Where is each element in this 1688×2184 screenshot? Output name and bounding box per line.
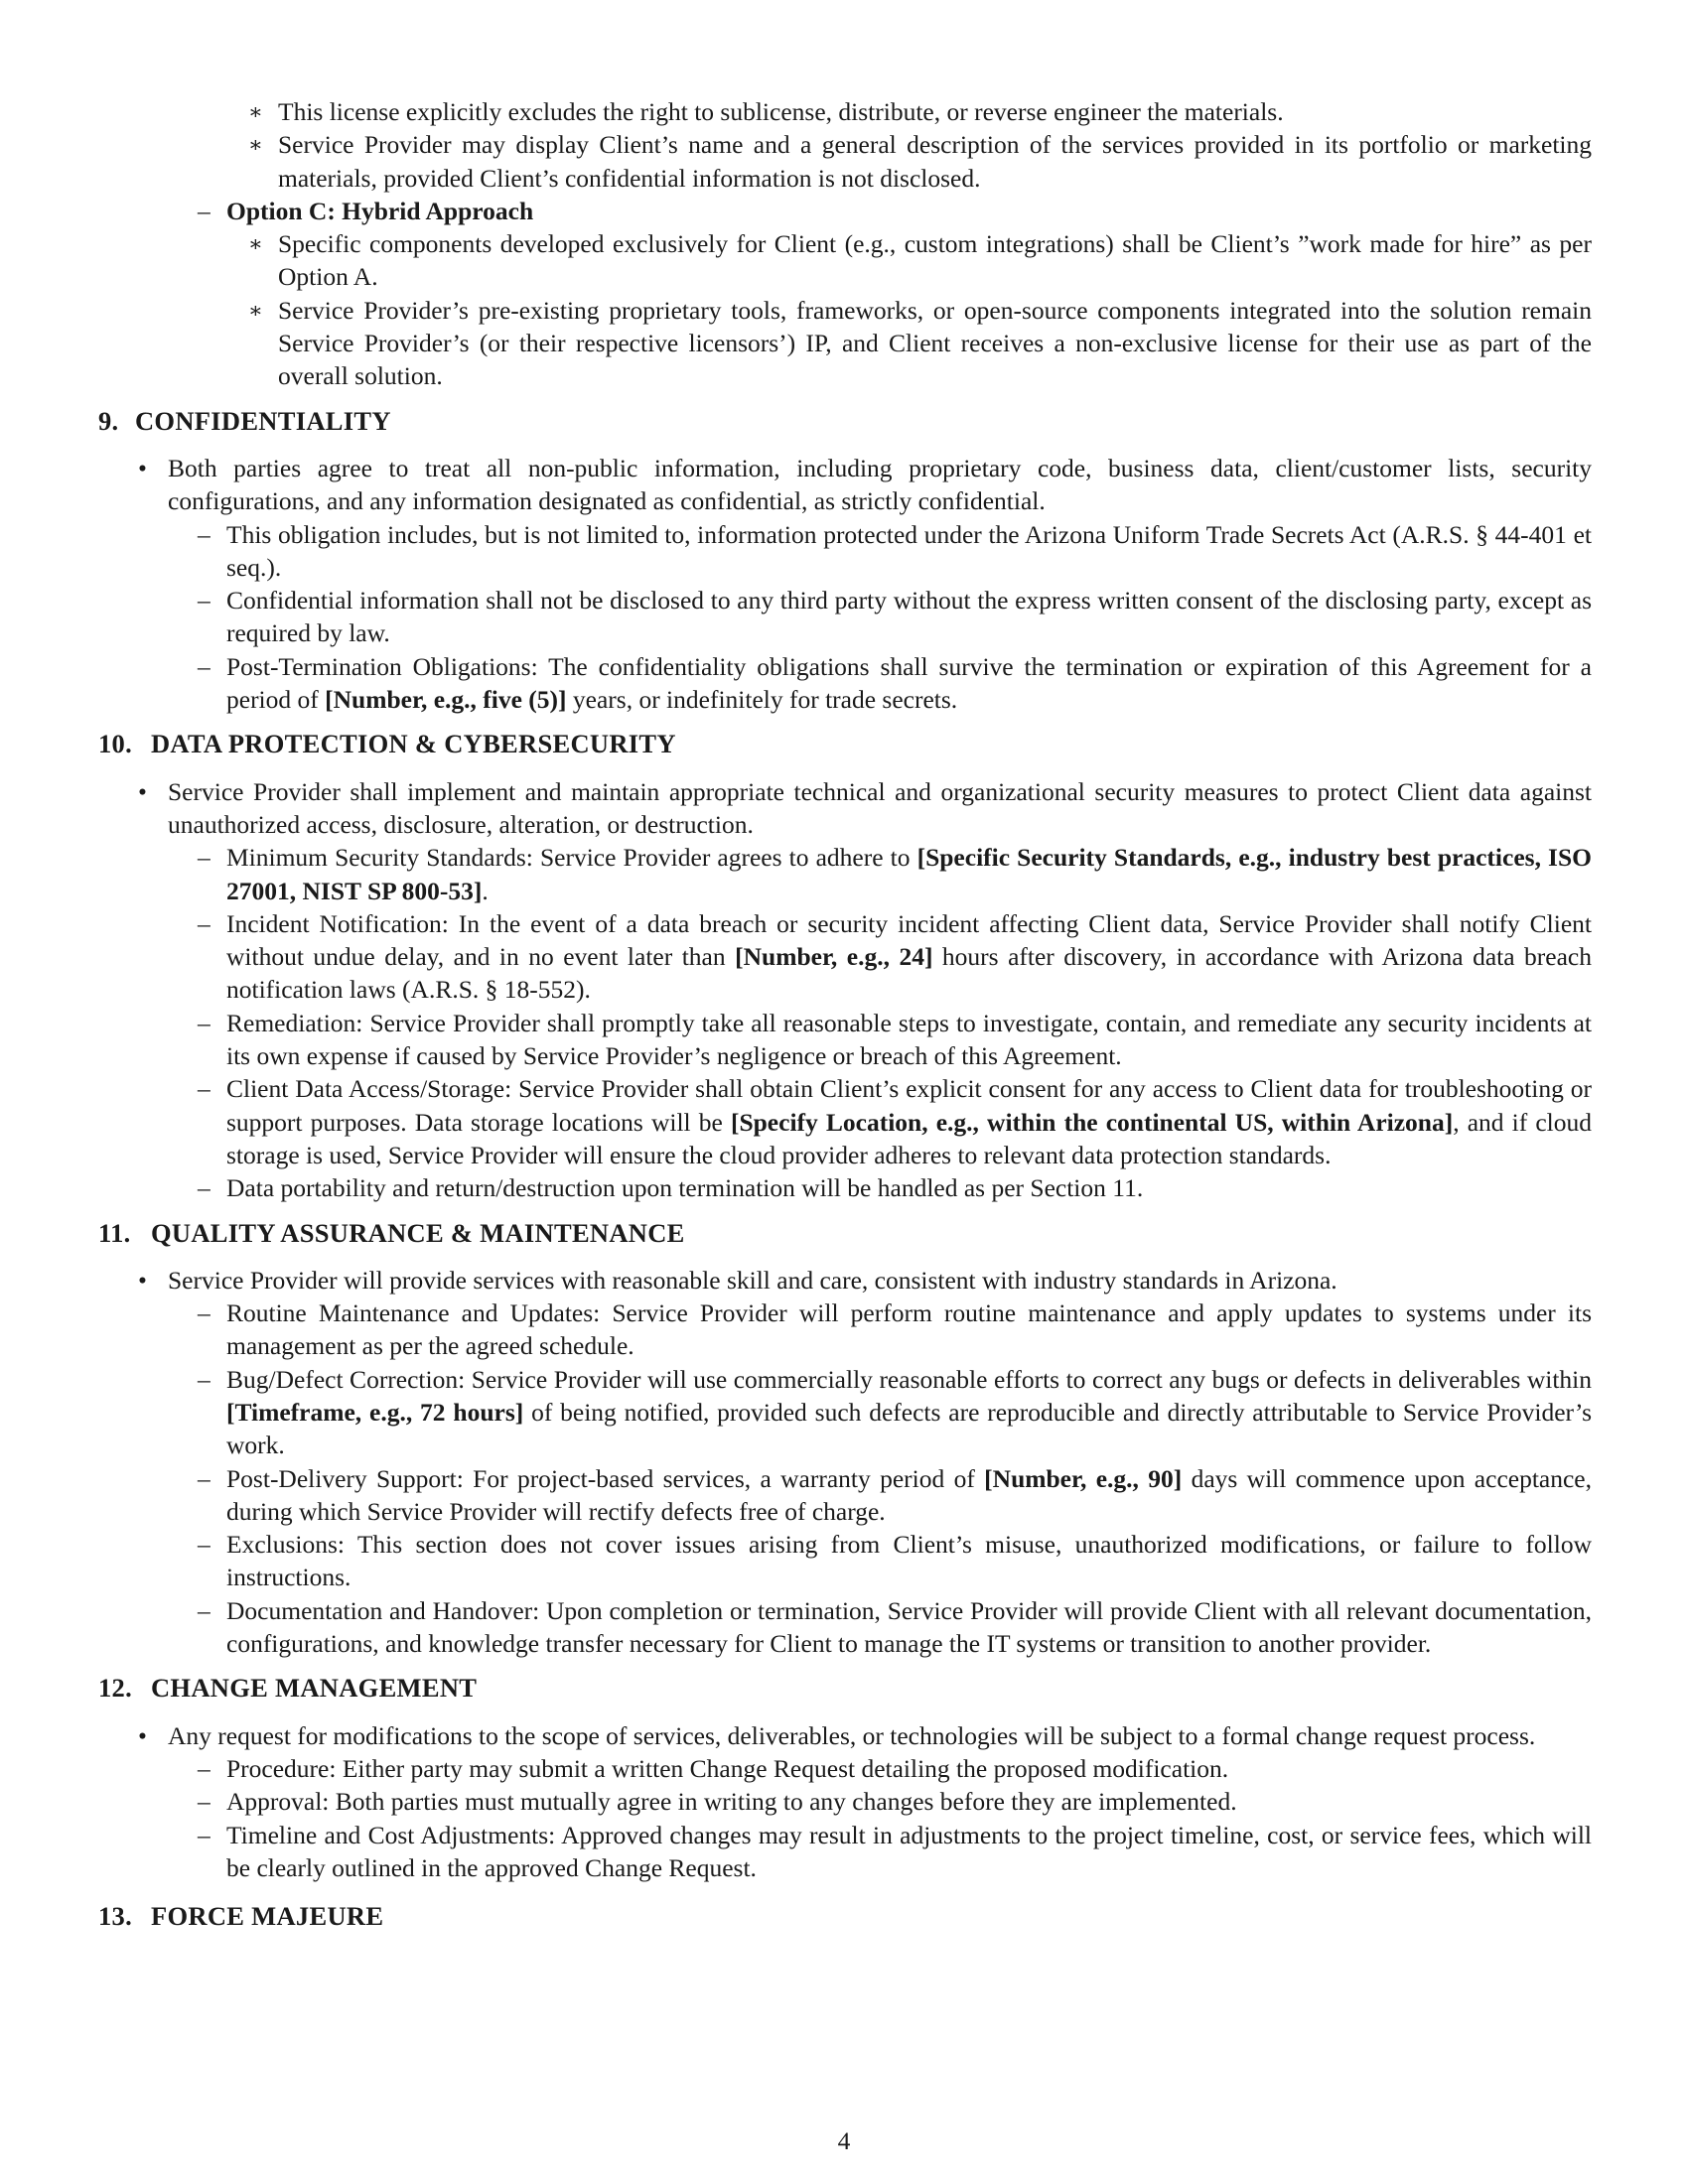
page-number: 4 <box>837 2126 851 2155</box>
list-item-text: This obligation includes, but is not limited to, information protected under the Arizona Uniform Trade Secrets Act (A.R.S. § 44-401 et seq.). <box>226 519 1592 582</box>
list-item-text: Service Provider may display Client’s name and a general description of the services provided in its portfolio or marketing materials, provided Client’s confidential information is not disclosed. <box>278 130 1592 193</box>
section-title: QUALITY ASSURANCE & MAINTENANCE <box>151 1217 685 1248</box>
list-item <box>96 452 1592 518</box>
dash-marker: – <box>198 196 211 225</box>
star-marker: ∗ <box>248 297 263 323</box>
bullet-marker: • <box>138 1720 147 1750</box>
placeholder-field: [Number, e.g., 90] <box>984 1463 1183 1493</box>
list-item-text <box>226 843 1592 904</box>
list-item <box>96 294 1592 393</box>
text-run: , and if cloud storage is used, Service Provider will ensure the cloud provider adheres to relevant data protection standards. <box>226 1107 1592 1169</box>
section-heading-confidentiality <box>96 405 1592 438</box>
dash-marker: – <box>198 1298 211 1328</box>
dash-marker: – <box>198 1595 211 1625</box>
star-marker: ∗ <box>248 132 263 158</box>
text-run: Post-Termination Obligations: The confidentiality obligations shall survive the termination or expiration of this Agreement for a period of <box>226 651 1592 715</box>
bullet-marker: • <box>138 776 147 806</box>
section-number: 11. <box>98 1217 131 1248</box>
list-item <box>96 1528 1592 1594</box>
list-item <box>96 518 1592 585</box>
list-item <box>96 1264 1592 1297</box>
list-item-text <box>226 909 1592 1005</box>
list-item <box>96 775 1592 842</box>
dash-marker: – <box>198 1008 211 1037</box>
list-item <box>96 584 1592 650</box>
list-item-text: Any request for modifications to the scope of services, deliverables, or technologies will be subject to a formal change request process. <box>168 1720 1536 1750</box>
list-item <box>96 841 1592 907</box>
list-item <box>96 95 1592 128</box>
section-heading-data-protection <box>96 728 1592 760</box>
section-number: 10. <box>98 729 133 759</box>
section-title: FORCE MAJEURE <box>151 1901 384 1932</box>
list-item <box>96 650 1592 717</box>
placeholder-field: [Number, e.g., five (5)] <box>325 685 567 715</box>
star-marker: ∗ <box>248 231 263 257</box>
bullet-marker: • <box>138 1265 147 1295</box>
dash-marker: – <box>198 843 211 873</box>
dash-marker: – <box>198 1463 211 1493</box>
dash-marker: – <box>198 519 211 549</box>
list-item-text: Routine Maintenance and Updates: Service Provider will perform routine maintenance and apply updates to systems under its management as per the agreed schedule. <box>226 1298 1592 1361</box>
dash-marker: – <box>198 1364 211 1394</box>
list-item-text: Remediation: Service Provider shall promptly take all reasonable steps to investigate, contain, and remediate any security incidents at its own expense if caused by Service Provider’s negligence or breach of this Agreement. <box>226 1008 1592 1071</box>
list-item-text <box>226 1464 1592 1526</box>
dash-marker: – <box>198 1074 211 1104</box>
list-item-text: Documentation and Handover: Upon completion or termination, Service Provider will provide Client with all relevant documentation, configurations, and knowledge transfer necessary for Client to manage the IT systems or transition to another provider. <box>226 1595 1592 1659</box>
option-c-title: Option C: Hybrid Approach <box>226 196 534 225</box>
list-item-text: Service Provider’s pre-existing proprietary tools, frameworks, or open-source components integrated into the solution remain Service Provider’s (or their respective licensors’) IP, and Client receives a non-exclusive license for their use as part of the overall solution. <box>278 295 1592 391</box>
list-item <box>96 1752 1592 1785</box>
list-item-text <box>226 1074 1592 1169</box>
list-item <box>96 1819 1592 1885</box>
list-item-text: Service Provider shall implement and maintain appropriate technical and organizational security measures to protect Client data against unauthorized access, disclosure, alteration, or destruction. <box>168 776 1592 839</box>
list-item-text: Exclusions: This section does not cover issues arising from Client’s misuse, unauthorized modifications, or failure to follow instructions. <box>226 1530 1592 1592</box>
section-heading-force-majeure <box>96 1900 1592 1933</box>
list-item <box>96 1297 1592 1363</box>
list-item <box>96 1719 1592 1752</box>
placeholder-field: [Specific Security Standards, e.g., industry best practices, ISO 27001, NIST SP 800-53] <box>226 843 1592 905</box>
list-item-text <box>226 652 1592 714</box>
list-item <box>96 1785 1592 1818</box>
list-item-text: Approval: Both parties must mutually agree in writing to any changes before they are implemented. <box>226 1787 1237 1817</box>
list-item <box>96 195 1592 227</box>
section-heading-quality-assurance <box>96 1217 1592 1250</box>
dash-marker: – <box>198 586 211 615</box>
text-run: of being notified, provided such defects are reproducible and directly attributable to Service Provider’s work. <box>226 1397 1592 1460</box>
list-item <box>96 227 1592 294</box>
dash-marker: – <box>198 1753 211 1783</box>
text-run: days will commence upon acceptance, during which Service Provider will rectify defects free of charge. <box>226 1463 1592 1526</box>
section-title: DATA PROTECTION & CYBERSECURITY <box>151 729 676 759</box>
text-run: Incident Notification: In the event of a data breach or security incident affecting Client data, Service Provider shall notify Client without undue delay, and in no event later than <box>226 908 1592 972</box>
section-number: 13. <box>98 1901 133 1932</box>
list-item-text: Data portability and return/destruction upon termination will be handled as per Section 11. <box>226 1173 1144 1203</box>
text-run: Post-Delivery Support: For project-based services, a warranty period of <box>226 1463 985 1493</box>
list-item <box>96 1171 1592 1204</box>
section-number: 12. <box>98 1673 133 1704</box>
dash-marker: – <box>198 651 211 681</box>
list-item-text: Procedure: Either party may submit a written Change Request detailing the proposed modification. <box>226 1753 1229 1783</box>
star-marker: ∗ <box>248 99 263 124</box>
text-run: years, or indefinitely for trade secrets. <box>566 685 958 715</box>
list-item-text: Service Provider will provide services with reasonable skill and care, consistent with industry standards in Arizona. <box>168 1265 1337 1295</box>
list-item-text: This license explicitly excludes the right to sublicense, distribute, or reverse engineer the materials. <box>278 97 1284 126</box>
list-item <box>96 1462 1592 1529</box>
list-item <box>96 128 1592 195</box>
list-item <box>96 1363 1592 1462</box>
placeholder-field: [Timeframe, e.g., 72 hours] <box>226 1397 524 1427</box>
section-heading-change-management <box>96 1672 1592 1705</box>
section-title: CHANGE MANAGEMENT <box>151 1673 478 1704</box>
text-run: Minimum Security Standards: Service Provider agrees to adhere to <box>226 843 917 873</box>
dash-marker: – <box>198 1787 211 1817</box>
dash-marker: – <box>198 1530 211 1560</box>
dash-marker: – <box>198 1173 211 1203</box>
list-item-text: Confidential information shall not be disclosed to any third party without the express written consent of the disclosing party, except as required by law. <box>226 586 1592 648</box>
list-item-text <box>226 1365 1592 1460</box>
text-run: . <box>482 876 489 905</box>
text-run: hours after discovery, in accordance with Arizona data breach notification laws (A.R.S. § 18-552). <box>226 942 1592 1005</box>
list-item-text: Timeline and Cost Adjustments: Approved changes may result in adjustments to the project timeline, cost, or service fees, which will be clearly outlined in the approved Change Request. <box>226 1820 1592 1882</box>
dash-marker: – <box>198 1820 211 1849</box>
list-item-text: Specific components developed exclusively for Client (e.g., custom integrations) shall be Client’s ”work made for hire” as per Option A. <box>278 229 1592 292</box>
list-item <box>96 907 1592 1007</box>
text-run: Client Data Access/Storage: Service Provider shall obtain Client’s explicit consent for any access to Client data for troubleshooting or support purposes. Data storage locations will be <box>226 1074 1592 1137</box>
placeholder-field: [Specify Location, e.g., within the continental US, within Arizona] <box>730 1107 1454 1137</box>
list-item-text: Both parties agree to treat all non-public information, including proprietary code, business data, client/customer lists, security configurations, and any information designated as confidential, as strictly confidential. <box>168 453 1592 516</box>
list-item <box>96 1007 1592 1073</box>
list-item <box>96 1072 1592 1171</box>
placeholder-field: [Number, e.g., 24] <box>735 942 933 972</box>
bullet-marker: • <box>138 453 147 482</box>
list-item <box>96 1594 1592 1661</box>
dash-marker: – <box>198 908 211 938</box>
section-title: CONFIDENTIALITY <box>135 405 391 436</box>
section-number: 9. <box>98 405 119 436</box>
text-run: Bug/Defect Correction: Service Provider will use commercially reasonable efforts to correct any bugs or defects in deliverables within <box>226 1364 1592 1394</box>
